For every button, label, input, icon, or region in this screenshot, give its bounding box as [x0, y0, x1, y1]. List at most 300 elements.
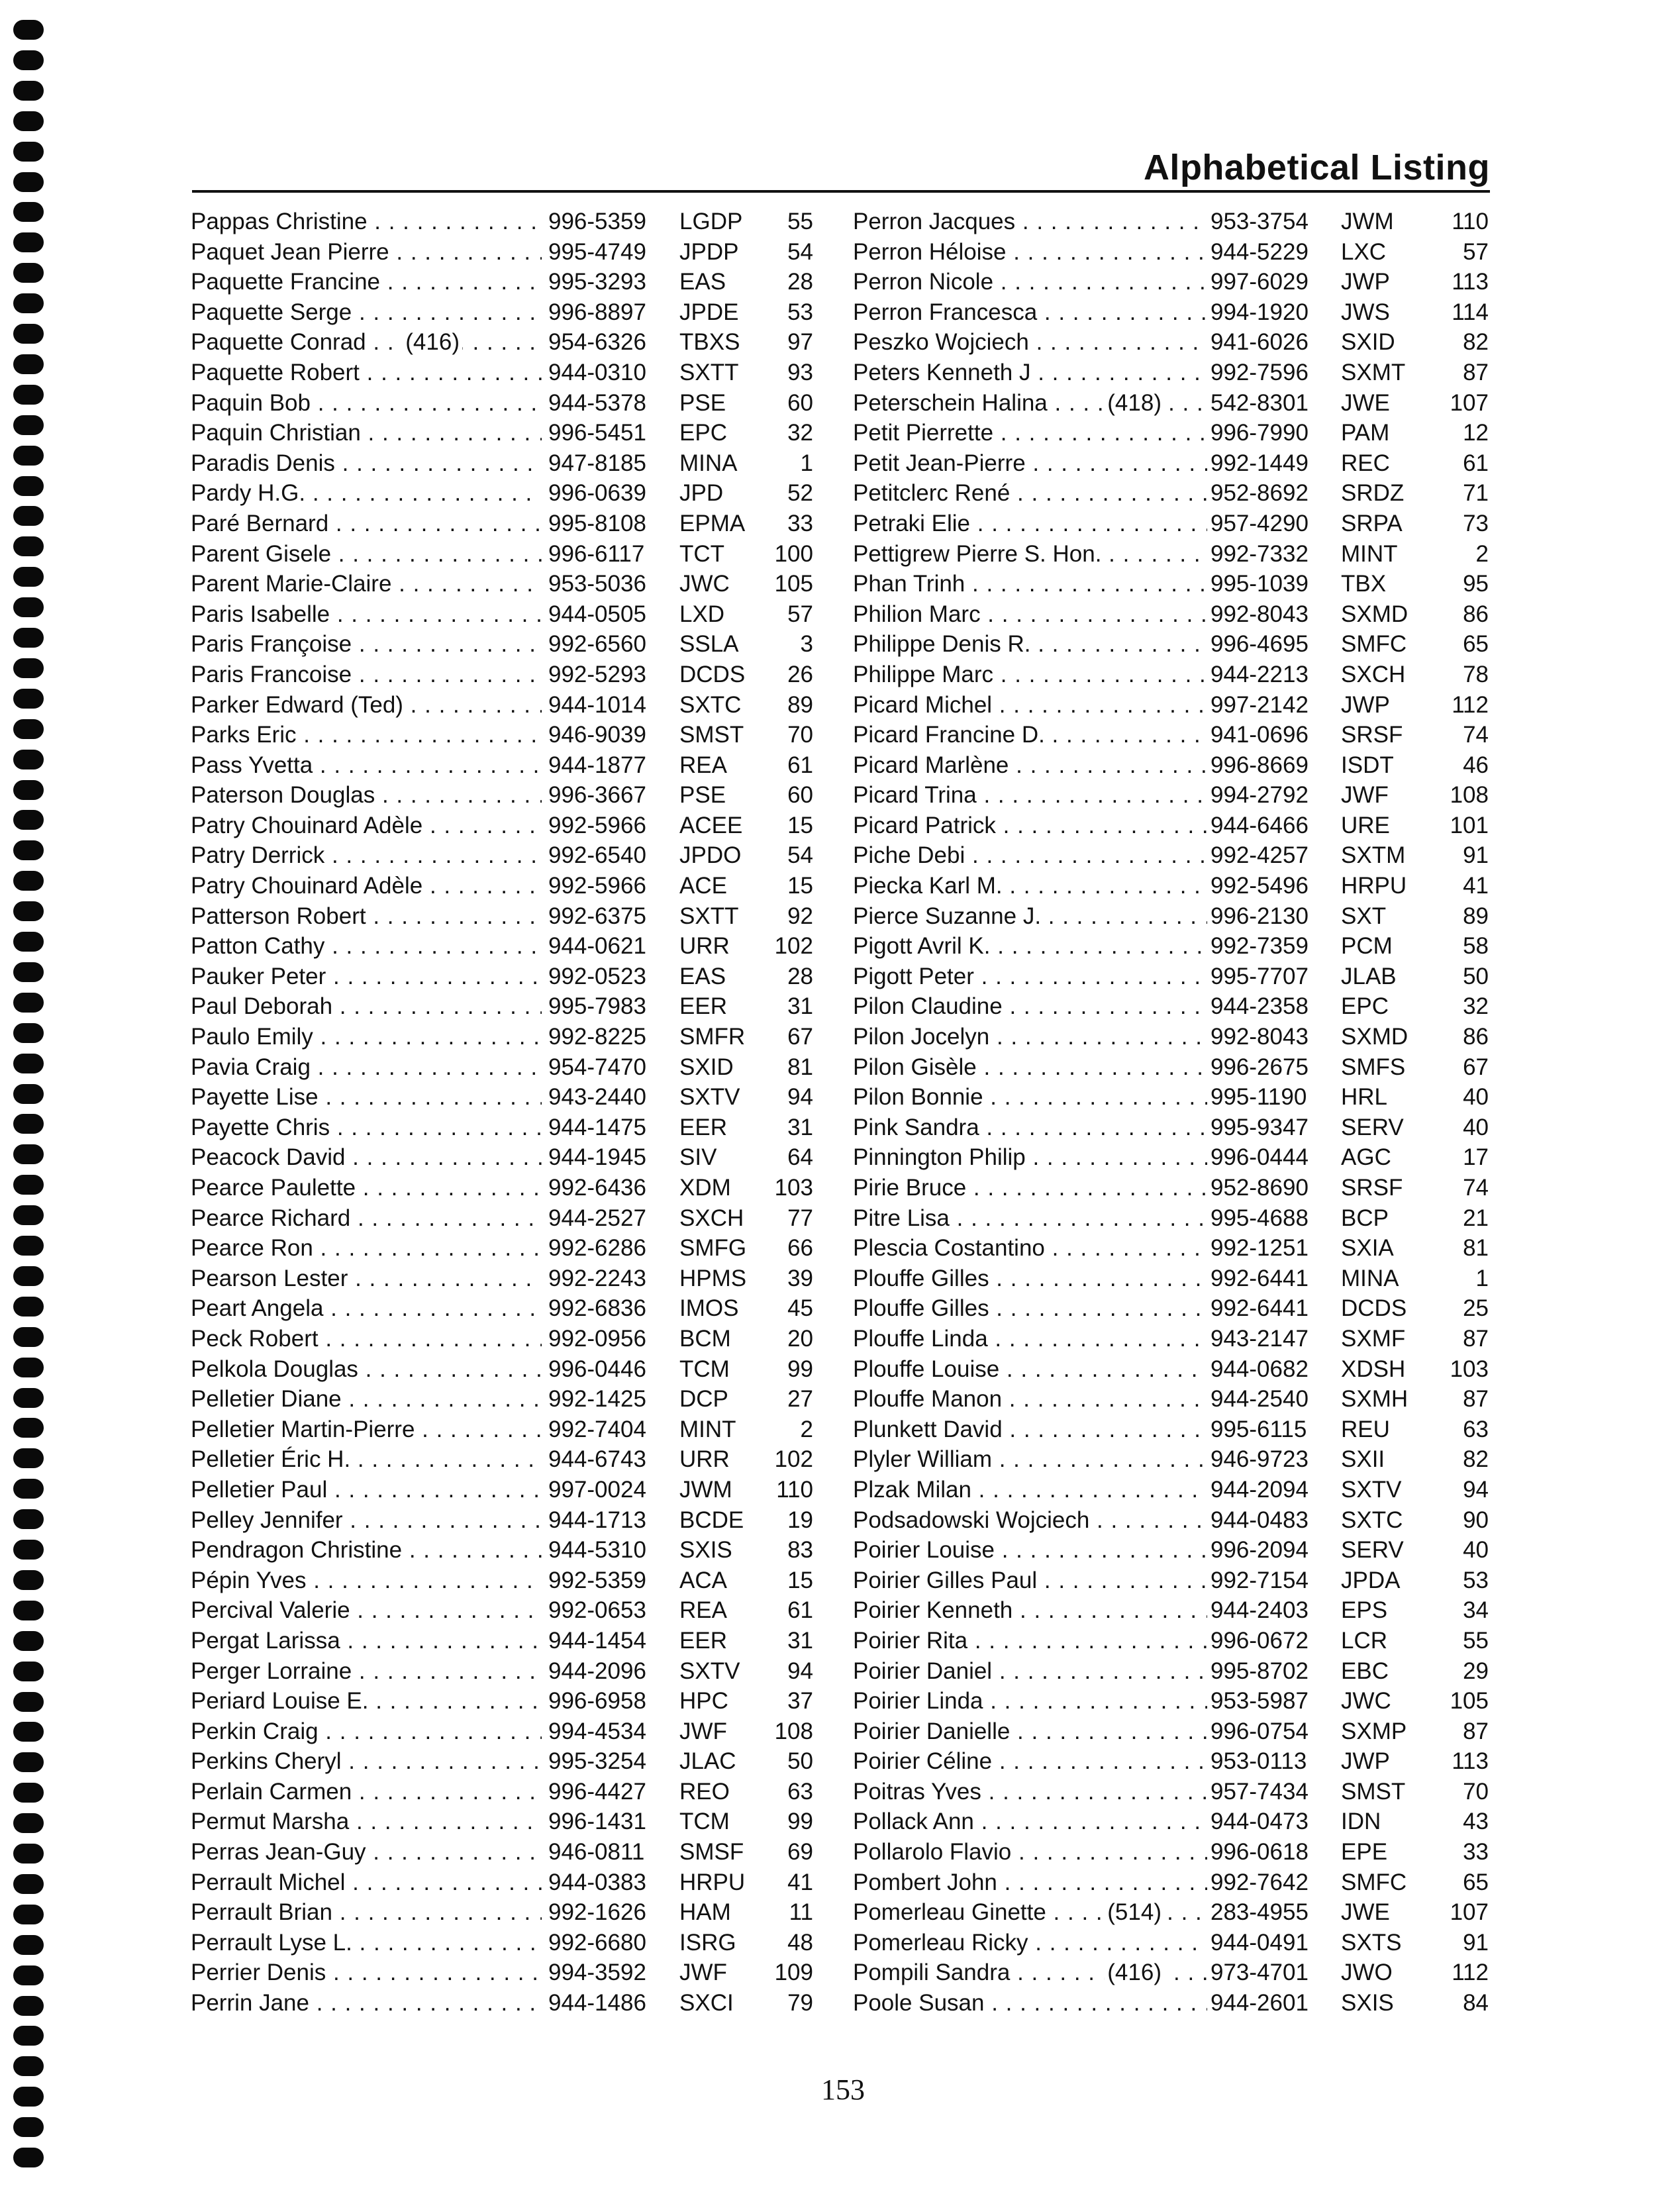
entry-office-code: HAM	[679, 1899, 731, 1926]
entry-phone: 995-1190	[1211, 1084, 1307, 1111]
entry-office-code: ACA	[679, 1567, 727, 1593]
entry-number: 73	[1463, 510, 1489, 536]
entry-office-code: PSE	[679, 782, 726, 809]
directory-entry	[853, 1566, 1508, 1596]
directory-entry	[191, 1988, 813, 2018]
directory-entry	[853, 207, 1508, 237]
entry-number: 54	[787, 842, 813, 869]
directory-entry	[191, 629, 813, 660]
entry-number: 102	[774, 933, 813, 960]
entry-office-code: HRPU	[1341, 873, 1407, 899]
entry-phone: 944-6466	[1211, 812, 1309, 838]
entry-name: Peters Kenneth J . . .	[853, 358, 1207, 388]
entry-phone: 944-2358	[1211, 993, 1309, 1020]
entry-office-code: TCT	[679, 540, 725, 567]
entry-office-code: SXMH	[1341, 1386, 1408, 1413]
binding-hole	[13, 1114, 44, 1134]
entry-number: 55	[1463, 1627, 1489, 1654]
entry-name: Plouffe Gilles . . .	[853, 1264, 1207, 1294]
entry-name: Perrin Jane . . .	[191, 1988, 542, 2018]
entry-phone: 944-5378	[548, 389, 646, 416]
directory-entry	[853, 629, 1508, 660]
entry-office-code: ISDT	[1341, 752, 1394, 778]
entry-name: Pergat Larissa . . .	[191, 1626, 542, 1656]
entry-phone: 992-0523	[548, 963, 646, 989]
binding-hole	[13, 932, 44, 952]
entry-name: Plouffe Linda . . .	[853, 1324, 1207, 1354]
entry-number: 110	[776, 1476, 813, 1503]
binding-hole	[13, 1813, 44, 1833]
entry-office-code: REA	[679, 752, 727, 778]
binding-hole	[13, 1418, 44, 1438]
entry-office-code: JPDE	[679, 299, 739, 325]
entry-number: 94	[787, 1084, 813, 1111]
binding-hole	[13, 1692, 44, 1712]
entry-phone: 995-7707	[1211, 963, 1309, 989]
directory-entry	[191, 1233, 813, 1264]
entry-office-code: TCM	[679, 1356, 730, 1382]
entry-office-code: SXMT	[1341, 359, 1406, 385]
directory-entry	[191, 811, 813, 841]
entry-number: 112	[1452, 1960, 1489, 1986]
entry-number: 84	[1463, 1990, 1489, 2016]
entry-name: Pitre Lisa . . .	[853, 1203, 1207, 1234]
entry-number: 45	[787, 1295, 813, 1322]
entry-phone: 996-6958	[548, 1688, 646, 1715]
entry-number: 15	[787, 873, 813, 899]
entry-name: Pilon Bonnie . . .	[853, 1082, 1207, 1113]
entry-number: 11	[789, 1899, 813, 1926]
entry-phone: 996-5359	[548, 209, 646, 234]
entry-name: Poirier Gilles Paul . . .	[853, 1566, 1207, 1596]
entry-name: Pendragon Christine . . .	[191, 1535, 542, 1566]
entry-number: 43	[1463, 1809, 1489, 1835]
entry-phone: 953-5987	[1211, 1688, 1309, 1715]
entry-office-code: SXTS	[1341, 1929, 1402, 1956]
entry-office-code: JWM	[1341, 209, 1394, 234]
directory-entry	[191, 1505, 813, 1536]
entry-number: 94	[1463, 1476, 1489, 1503]
entry-office-code: JWS	[1341, 299, 1390, 325]
entry-phone: 992-1626	[548, 1899, 646, 1926]
entry-office-code: JPDA	[1341, 1567, 1401, 1593]
entry-name: Pollack Ann . . .	[853, 1807, 1207, 1837]
entry-office-code: HRL	[1341, 1084, 1388, 1111]
entry-name: Paulo Emily . . .	[191, 1022, 542, 1052]
entry-phone: 994-4534	[548, 1718, 646, 1744]
entry-name: Pelkola Douglas . . .	[191, 1354, 542, 1385]
entry-phone: 995-1039	[1211, 571, 1309, 597]
entry-office-code: MINA	[1341, 1265, 1399, 1291]
directory-entry	[853, 1656, 1508, 1687]
entry-name: Poirier Linda . . .	[853, 1686, 1207, 1716]
entry-name: Pelletier Martin-Pierre . . .	[191, 1415, 542, 1445]
directory-entry	[191, 539, 813, 570]
entry-name: Podsadowski Wojciech . . .	[853, 1505, 1207, 1536]
entry-office-code: SMFR	[679, 1024, 746, 1050]
binding-hole	[13, 1266, 44, 1286]
entry-name: Parks Eric . . .	[191, 720, 542, 750]
entry-phone: 953-0113	[1211, 1748, 1307, 1775]
binding-hole	[13, 1662, 44, 1681]
entry-office-code: MINT	[679, 1416, 736, 1442]
entry-phone: 946-9723	[1211, 1446, 1309, 1473]
entry-number: 52	[787, 480, 813, 507]
entry-phone: 996-6117	[548, 540, 645, 567]
entry-office-code: AGC	[1341, 1144, 1391, 1171]
entry-phone: 994-2792	[1211, 782, 1309, 809]
directory-entry	[853, 780, 1508, 811]
entry-office-code: SMFS	[1341, 1054, 1406, 1080]
directory-entry	[853, 901, 1508, 932]
entry-phone: 996-8897	[548, 299, 646, 325]
entry-name: Perron Nicole . . .	[853, 267, 1207, 297]
entry-number: 74	[1463, 1175, 1489, 1201]
entry-number: 28	[787, 963, 813, 989]
entry-office-code: SXMP	[1341, 1718, 1407, 1744]
entry-office-code: SRDZ	[1341, 480, 1405, 507]
entry-office-code: SXTC	[679, 691, 742, 718]
entry-name: Poirier Kenneth . . .	[853, 1595, 1207, 1626]
entry-number: 110	[1452, 209, 1489, 234]
entry-office-code: SXIS	[1341, 1990, 1394, 2016]
entry-number: 32	[1463, 993, 1489, 1020]
directory-entry	[191, 478, 813, 509]
entry-number: 99	[787, 1809, 813, 1835]
binding-hole	[13, 1388, 44, 1408]
entry-phone: 992-6286	[548, 1235, 646, 1262]
binding-hole	[13, 415, 44, 435]
entry-phone: 944-2213	[1211, 661, 1309, 687]
entry-name: Pigott Peter . . .	[853, 962, 1207, 992]
binding-hole	[13, 1783, 44, 1803]
entry-office-code: EPC	[1341, 993, 1389, 1020]
entry-office-code: SERV	[1341, 1114, 1404, 1140]
entry-name: Paquette Robert . . .	[191, 358, 542, 388]
binding-hole	[13, 232, 44, 252]
entry-number: 2	[1475, 540, 1489, 567]
directory-entry	[191, 1777, 813, 1807]
entry-number: 34	[1463, 1597, 1489, 1624]
entry-number: 12	[1463, 420, 1489, 446]
binding-hole	[13, 1479, 44, 1499]
entry-phone: 944-5229	[1211, 238, 1309, 265]
entry-name: Plescia Costantino . . .	[853, 1233, 1207, 1264]
directory-entry	[191, 237, 813, 268]
directory-entry	[191, 388, 813, 419]
entry-phone: 992-8043	[1211, 1024, 1309, 1050]
entry-office-code: SXMD	[1341, 601, 1408, 627]
binding-hole	[13, 1054, 44, 1073]
entry-name: Pappas Christine . . .	[191, 207, 542, 237]
binding-hole	[13, 293, 44, 313]
directory-entry	[191, 1626, 813, 1656]
entry-number: 114	[1452, 299, 1489, 325]
entry-phone: 995-4749	[548, 238, 646, 265]
directory-entry	[853, 1807, 1508, 1837]
entry-name: Perron Francesca . . .	[853, 297, 1207, 328]
entry-phone: 992-1449	[1211, 450, 1309, 476]
entry-name: Paterson Douglas . . .	[191, 780, 542, 811]
directory-entry	[853, 1324, 1508, 1354]
entry-number: 26	[787, 661, 813, 687]
directory-entry	[191, 1686, 813, 1716]
directory-entry	[191, 1113, 813, 1143]
directory-entry	[191, 720, 813, 750]
entry-phone: 992-1251	[1211, 1235, 1309, 1262]
entry-name: Pelletier Éric H. . . .	[191, 1444, 542, 1475]
entry-phone: 996-4695	[1211, 631, 1309, 658]
entry-number: 100	[774, 540, 813, 567]
binding-hole	[13, 1448, 44, 1468]
entry-number: 54	[787, 238, 813, 265]
entry-phone: 944-0505	[548, 601, 646, 627]
entry-number: 37	[787, 1688, 813, 1715]
entry-name: Poirier Daniel . . .	[853, 1656, 1207, 1687]
entry-name: Piecka Karl M. . . .	[853, 871, 1207, 901]
directory-entry	[853, 1264, 1508, 1294]
entry-phone: 973-4701	[1211, 1960, 1309, 1986]
entry-name: Peck Robert . . .	[191, 1324, 542, 1354]
directory-entry	[853, 388, 1508, 419]
entry-office-code: SXCH	[1341, 661, 1406, 687]
entry-office-code: SXMD	[1341, 1024, 1408, 1050]
entry-office-code: JLAB	[1341, 963, 1397, 989]
binding-hole	[13, 385, 44, 405]
entry-name: Perras Jean-Guy . . .	[191, 1837, 542, 1867]
entry-number: 103	[774, 1175, 813, 1201]
binding-hole	[13, 1601, 44, 1620]
binding-hole	[13, 202, 44, 222]
directory-entry	[853, 750, 1508, 781]
entry-number: 97	[787, 329, 813, 356]
entry-phone: 944-0491	[1211, 1929, 1309, 1956]
entry-office-code: SERV	[1341, 1537, 1404, 1564]
entry-area-code: (416)	[403, 327, 462, 358]
directory-entry	[191, 1384, 813, 1415]
directory-entry	[853, 1837, 1508, 1867]
entry-phone: 943-2147	[1211, 1325, 1309, 1352]
page-title: Alphabetical Listing	[1143, 148, 1490, 187]
directory-entry	[853, 1897, 1508, 1928]
directory-entry	[853, 327, 1508, 358]
entry-name: Picard Patrick . . .	[853, 811, 1207, 841]
entry-phone: 997-2142	[1211, 691, 1309, 718]
binding-hole	[13, 1327, 44, 1347]
entry-phone: 992-7404	[548, 1416, 646, 1442]
entry-number: 39	[787, 1265, 813, 1291]
directory-entry	[853, 991, 1508, 1022]
binding-hole	[13, 81, 44, 101]
entry-name: Petit Pierrette . . .	[853, 418, 1207, 448]
directory-entry	[191, 1716, 813, 1747]
directory-entry	[853, 811, 1508, 841]
entry-phone: 944-2601	[1211, 1990, 1309, 2016]
entry-phone: 992-5966	[548, 873, 646, 899]
entry-number: 29	[1463, 1658, 1489, 1684]
entry-name: Poitras Yves . . .	[853, 1777, 1207, 1807]
entry-phone: 995-7983	[548, 993, 646, 1020]
entry-phone: 283-4955	[1211, 1899, 1309, 1926]
entry-number: 92	[787, 903, 813, 929]
entry-office-code: EAS	[679, 269, 726, 295]
entry-office-code: SXTV	[679, 1084, 740, 1111]
entry-number: 95	[1463, 571, 1489, 597]
entry-number: 78	[1463, 661, 1489, 687]
entry-name: Philippe Marc . . .	[853, 660, 1207, 690]
binding-hole	[13, 689, 44, 709]
entry-office-code: DCDS	[679, 661, 746, 687]
entry-phone: 995-6115	[1211, 1416, 1307, 1442]
entry-phone: 992-6441	[1211, 1295, 1309, 1322]
binding-hole	[13, 506, 44, 526]
directory-entry	[853, 1293, 1508, 1324]
entry-phone: 992-7359	[1211, 933, 1309, 960]
directory-entry	[853, 599, 1508, 630]
entry-number: 50	[1463, 963, 1489, 989]
entry-phone: 944-2094	[1211, 1476, 1309, 1503]
directory-entry	[191, 1656, 813, 1687]
binding-hole	[13, 1236, 44, 1256]
entry-name: Plzak Milan . . .	[853, 1475, 1207, 1505]
entry-phone: 944-1713	[548, 1507, 646, 1533]
directory-entry	[191, 1142, 813, 1173]
entry-office-code: SXTV	[679, 1658, 740, 1684]
entry-name: Poole Susan . . .	[853, 1988, 1207, 2018]
entry-phone: 996-0446	[548, 1356, 646, 1382]
entry-office-code: JPD	[679, 480, 724, 507]
entry-number: 69	[787, 1839, 813, 1865]
directory-entry	[853, 267, 1508, 297]
entry-name: Peart Angela . . .	[191, 1293, 542, 1324]
directory-entry	[853, 1988, 1508, 2018]
entry-number: 31	[787, 1627, 813, 1654]
entry-phone: 992-5359	[548, 1567, 646, 1593]
directory-entry	[191, 1264, 813, 1294]
entry-phone: 944-0483	[1211, 1507, 1309, 1533]
binding-hole	[13, 263, 44, 283]
entry-phone: 992-7642	[1211, 1869, 1309, 1895]
entry-name: Piche Debi . . .	[853, 840, 1207, 871]
binding-hole	[13, 750, 44, 770]
entry-phone: 995-3254	[548, 1748, 646, 1775]
entry-name: Petraki Elie . . .	[853, 509, 1207, 539]
directory-entry	[191, 690, 813, 721]
directory-entry	[191, 1203, 813, 1234]
directory-entry	[191, 1324, 813, 1354]
entry-name: Paris Isabelle . . .	[191, 599, 542, 630]
entry-office-code: EAS	[679, 963, 726, 989]
entry-name: Pompili Sandra . . .	[853, 1958, 1207, 1988]
entry-name: Pomerleau Ginette . . .	[853, 1897, 1207, 1928]
directory-entry	[853, 690, 1508, 721]
entry-office-code: SMFC	[1341, 631, 1407, 658]
entry-name: Phan Trinh . . .	[853, 569, 1207, 599]
entry-number: 79	[787, 1990, 813, 2016]
binding-hole	[13, 810, 44, 830]
entry-name: Petit Jean-Pierre . . .	[853, 448, 1207, 479]
entry-number: 61	[1463, 450, 1489, 476]
entry-office-code: MINT	[1341, 540, 1398, 567]
entry-number: 21	[1463, 1205, 1489, 1231]
entry-number: 90	[1463, 1507, 1489, 1533]
entry-office-code: PAM	[1341, 420, 1390, 446]
entry-name: Patry Chouinard Adèle . . .	[191, 811, 542, 841]
entry-phone: 944-5310	[548, 1537, 646, 1564]
entry-phone: 997-6029	[1211, 269, 1309, 295]
directory-entry	[853, 297, 1508, 328]
entry-name: Parent Marie-Claire . . .	[191, 569, 542, 599]
entry-office-code: TCM	[679, 1809, 730, 1835]
entry-number: 27	[787, 1386, 813, 1413]
entry-phone: 944-2096	[548, 1658, 646, 1684]
entry-number: 87	[1463, 359, 1489, 385]
binding-hole	[13, 172, 44, 192]
entry-office-code: TBXS	[679, 329, 740, 356]
entry-name: Pearce Ron . . .	[191, 1233, 542, 1264]
binding-hole	[13, 1144, 44, 1164]
entry-office-code: IMOS	[679, 1295, 739, 1322]
entry-office-code: JWF	[1341, 782, 1389, 809]
entry-phone: 992-7332	[1211, 540, 1309, 567]
binding-hole	[13, 840, 44, 860]
entry-name: Peacock David . . .	[191, 1142, 542, 1173]
directory-entry	[191, 1354, 813, 1385]
directory-entry	[191, 1293, 813, 1324]
entry-office-code: JWE	[1341, 1899, 1390, 1926]
entry-office-code: HRPU	[679, 1869, 746, 1895]
entry-number: 46	[1463, 752, 1489, 778]
entry-name: Plyler William . . .	[853, 1444, 1207, 1475]
binding-hole	[13, 324, 44, 344]
entry-phone: 996-2130	[1211, 903, 1309, 929]
binding-hole	[13, 1570, 44, 1590]
binding-hole	[13, 1023, 44, 1043]
entry-number: 89	[787, 691, 813, 718]
entry-phone: 992-6836	[548, 1295, 646, 1322]
entry-phone: 944-0473	[1211, 1809, 1309, 1835]
binding-hole	[13, 50, 44, 70]
directory-entry	[853, 1022, 1508, 1052]
entry-office-code: EER	[679, 993, 727, 1020]
directory-entry	[853, 1233, 1508, 1264]
binding-hole	[13, 2056, 44, 2076]
binding-hole	[13, 962, 44, 982]
entry-name: Perron Héloise . . .	[853, 237, 1207, 268]
directory-entry	[191, 327, 813, 358]
binding-hole	[13, 1297, 44, 1317]
binding-hole	[13, 1905, 44, 1924]
entry-office-code: URR	[679, 1446, 730, 1473]
directory-entry	[853, 1746, 1508, 1777]
entry-office-code: JWP	[1341, 691, 1390, 718]
entry-office-code: EPC	[679, 420, 727, 446]
directory-entry	[853, 871, 1508, 901]
entry-phone: 944-1945	[548, 1144, 646, 1171]
entry-phone: 944-2540	[1211, 1386, 1309, 1413]
entry-office-code: PSE	[679, 389, 726, 416]
entry-name: Pirie Bruce . . .	[853, 1173, 1207, 1203]
binding-hole	[13, 1175, 44, 1195]
entry-office-code: SXTT	[679, 903, 739, 929]
entry-number: 60	[787, 782, 813, 809]
entry-name: Picard Trina . . .	[853, 780, 1207, 811]
entry-number: 87	[1463, 1325, 1489, 1352]
entry-phone: 992-2243	[548, 1265, 646, 1291]
binding-hole	[13, 2026, 44, 2046]
entry-name: Perkin Craig . . .	[191, 1716, 542, 1747]
entry-phone: 944-0383	[548, 1869, 646, 1895]
